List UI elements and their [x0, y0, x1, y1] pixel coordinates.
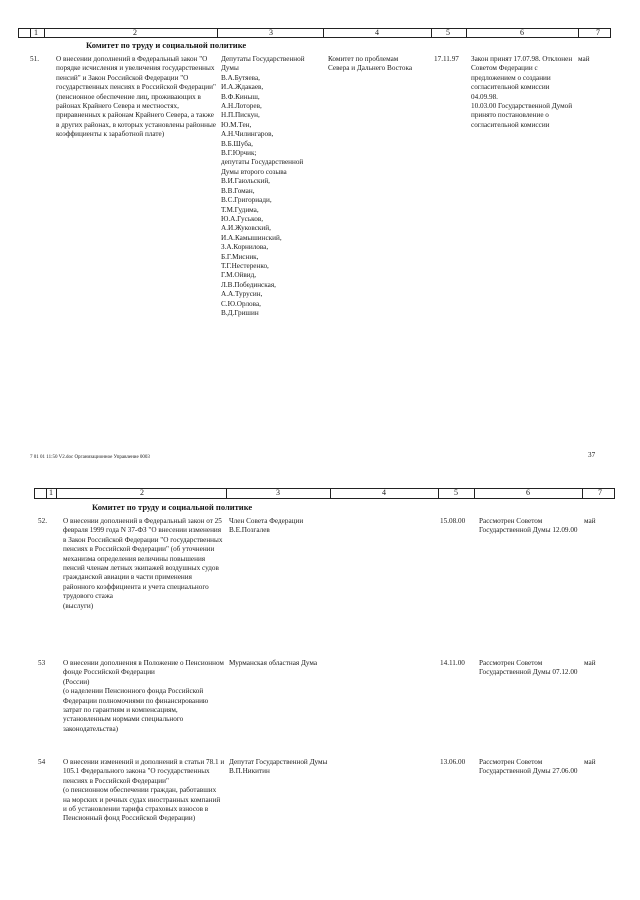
row-52-title: О внесении дополнений в Федеральный закон от 25 февраля 1999 года N 37-ФЗ "О внесении изменения в Закон Российской Федерации "О государственных пенсиях в Российской Федерации" (об уточнении механизма определения величины повышения пенсий членам летных экипажей воздушных судов гражданской авиации в части применения районного коэффициента и учета специального трудового стажа (выслуги) — [63, 517, 223, 610]
row-51-committee: Комитет по проблемам Севера и Дальнего Востока — [328, 55, 413, 73]
row-52-number: 52. — [38, 517, 47, 525]
page2-header-col-4: 4 — [382, 488, 386, 497]
row-51-initiator: Депутаты Государственной Думы В.А.Бутяева, И.А.Ждакаев, В.Ф.Киныш, А.Н.Лоторев, Н.П.Пискун, Ю.М.Тен, А.Н.Чилингаров, В.Б.Шуба, В.Г.Юрчик; депутаты Государственной Думы второго созыва В.И.Гаюльский, В.В.Гоман, В.С.Григориади, Т.М.Гудима, Ю.А.Гуськов, А.И.Жуковский, И.А.Камышинский, З.А.Корнилова, Б.Г.Мисник, Т.Г.Нестеренко, Г.М.Ойвид, Л.В.Побединская, А.А.Турусин, С.Ю.Орлова, В.Д.Гришин — [221, 55, 305, 317]
row-52-month: май — [584, 517, 596, 525]
page2-header-col-2: 2 — [140, 488, 144, 497]
page2-header-col-5: 5 — [454, 488, 458, 497]
row-51-number: 51. — [30, 55, 39, 63]
row-54-status: Рассмотрен Советом Государственной Думы 27.06.00 — [479, 758, 578, 776]
page1-header-col-5: 5 — [446, 28, 450, 37]
page1-header-col-2: 2 — [133, 28, 137, 37]
row-53-number: 53 — [38, 659, 46, 667]
row-52-status: Рассмотрен Советом Государственной Думы 12.09.00 — [479, 517, 578, 535]
page1-section-title: Комитет по труду и социальной политике — [86, 40, 247, 50]
page1-header-col-7: 7 — [596, 28, 600, 37]
row-51-date: 17.11.97 — [434, 55, 459, 63]
row-53-initiator: Мурманская областная Дума — [229, 659, 318, 667]
row-51-status: Закон принят 17.07.98. Отклонен Советом Федерации с предложением о создании согласительной комиссии 04.09.98. 10.03.00 Государственной Думой принято постановление о согласительной комиссии — [471, 55, 573, 129]
row-51-title: О внесении дополнений в Федеральный закон "О порядке исчисления и увеличения государственных пенсий" и Закон Российской Федерации "О государственных пенсиях в Российской Федерации" (пенсионное обеспечение лиц, проживающих в районах Крайнего Севера и местностях, приравненных к районам Крайнего Севера, а также в других районах, в которых установлены районные коэффициенты к заработной плате) — [56, 55, 216, 139]
row-54-number: 54 — [38, 758, 46, 766]
row-53-status: Рассмотрен Советом Государственной Думы 07.12.00 — [479, 659, 578, 677]
page2-header-col-3: 3 — [276, 488, 280, 497]
page2-header-col-6: 6 — [526, 488, 530, 497]
page1-header-col-1: 1 — [34, 28, 38, 37]
page2-section-title: Комитет по труду и социальной политике — [92, 502, 253, 512]
row-51-month: май — [578, 55, 590, 63]
row-54-date: 13.06.00 — [440, 758, 466, 766]
row-54-initiator: Депутат Государственной Думы В.П.Никитин — [229, 758, 328, 776]
page1-header-col-3: 3 — [269, 28, 273, 37]
row-53-title: О внесении дополнения в Положение о Пенсионном фонде Российской Федерации (России) (о наделении Пенсионного фонда Российской Федерации полномочиями по финансированию затрат по гарантиям и компенсациям, установленным нормами специального законодательства) — [63, 659, 224, 733]
row-52-date: 15.08.00 — [440, 517, 466, 525]
row-53-month: май — [584, 659, 596, 667]
row-54-month: май — [584, 758, 596, 766]
row-54-title: О внесении изменений и дополнений в статьи 78.1 и 105.1 Федерального закона "О государственных пенсиях в Российской Федерации" (о пенсионном обеспечении граждан, работавших на морских и речных судах иностранных компаний и об установлении тарифа страховых взносов в Пенсионный фонд Российской Федерации) — [63, 758, 225, 823]
page1-header-col-4: 4 — [375, 28, 379, 37]
page2-header-col-1: 1 — [49, 488, 53, 497]
page1-footer-left: 7 01 01 11:50 V2.doc Организационное Управление 0003 — [30, 455, 150, 460]
page1-header-col-6: 6 — [520, 28, 524, 37]
row-53-date: 14.11.00 — [440, 659, 465, 667]
page1-page-number: 37 — [588, 451, 596, 459]
page2-header-col-7: 7 — [598, 488, 602, 497]
row-52-initiator: Член Совета Федерации В.Е.Позгалев — [229, 517, 304, 535]
